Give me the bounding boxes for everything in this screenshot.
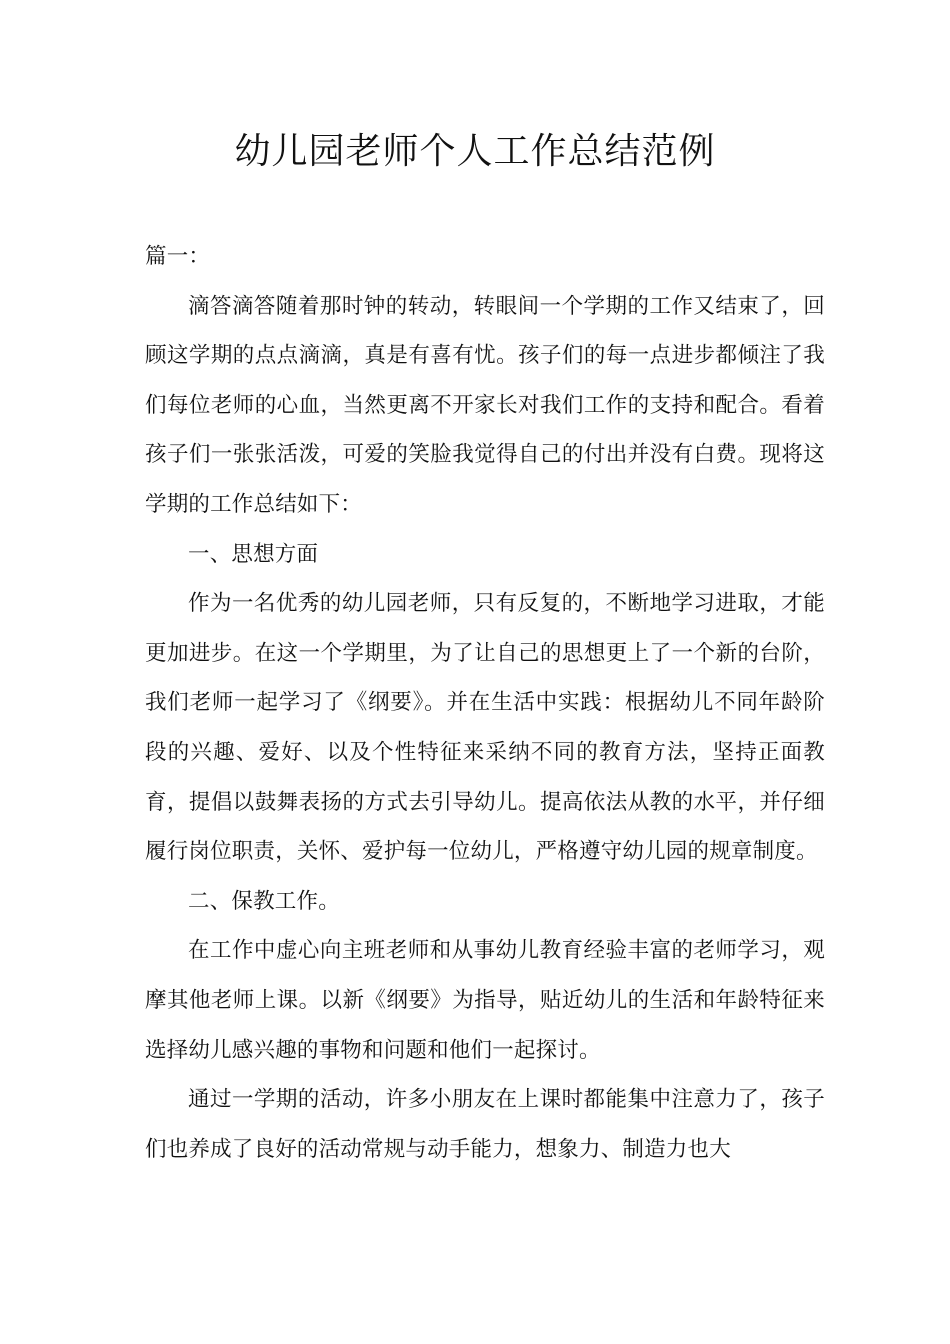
paragraph-intro: 滴答滴答随着那时钟的转动，转眼间一个学期的工作又结束了，回顾这学期的点点滴滴，真是有喜有忧。孩子们的每一点进步都倾注了我们每位老师的心血，当然更离不开家长对我们工作的支持和配合。看着孩子们一张张活泼，可爱的笑脸我觉得自己的付出并没有白费。现将这学期的工作总结如下： <box>145 293 825 517</box>
paragraph-ideology: 作为一名优秀的幼儿园老师，只有反复的，不断地学习进取，才能更加进步。在这一个学期里，为了让自己的思想更上了一个新的台阶，我们老师一起学习了《纲要》。并在生活中实践：根据幼儿不同年龄阶段的兴趣、爱好、以及个性特征来采纳不同的教育方法，坚持正面教育，提倡以鼓舞表扬的方式去引导幼儿。提高依法从教的水平，并仔细履行岗位职责，关怀、爱护每一位幼儿，严格遵守幼儿园的规章制度。 <box>145 591 825 865</box>
paragraph-results: 通过一学期的活动，许多小朋友在上课时都能集中注意力了，孩子们也养成了良好的活动常规与动手能力，想象力、制造力也大 <box>145 1087 825 1162</box>
heading-ideology: 一、思想方面 <box>188 541 319 567</box>
heading-teaching: 二、保教工作。 <box>188 888 340 914</box>
section-label: 篇一： <box>145 244 211 269</box>
document-title: 幼儿园老师个人工作总结范例 <box>234 131 716 172</box>
document-body <box>145 232 825 1174</box>
paragraph-teaching: 在工作中虚心向主班老师和从事幼儿教育经验丰富的老师学习，观摩其他老师上课。以新《纲要》为指导，贴近幼儿的生活和年龄特征来选择幼儿感兴趣的事物和问题和他们一起探讨。 <box>145 938 825 1063</box>
